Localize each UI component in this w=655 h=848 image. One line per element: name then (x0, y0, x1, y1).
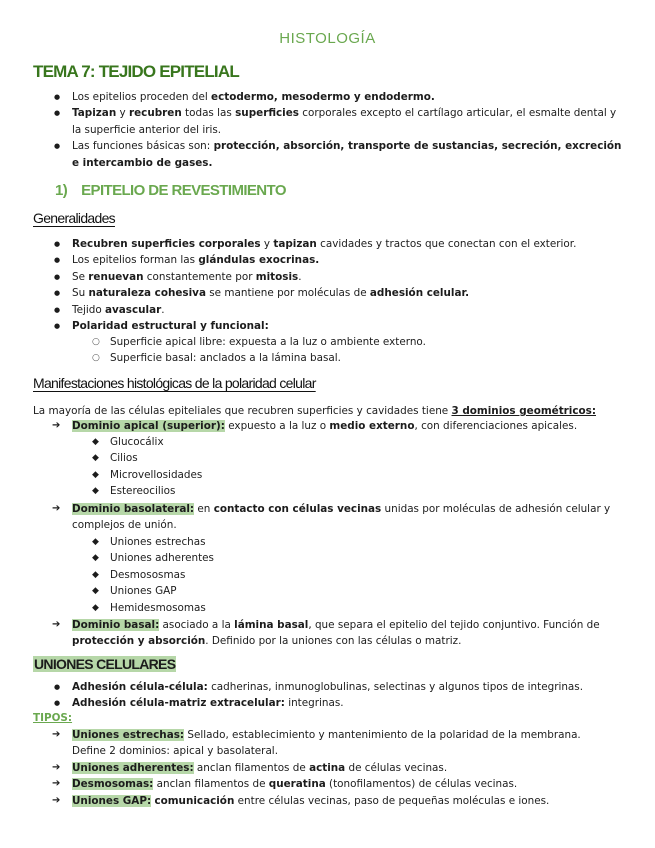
tipo-union (52, 727, 607, 760)
text-run: Superficie apical libre: expuesta a la luz o ambiente externo. (110, 336, 426, 348)
text-run: mitosis (255, 270, 299, 283)
text-run: medio externo (329, 420, 415, 432)
text-run: 3 dominios geométricos: (451, 405, 596, 417)
uniones-heading: UNIONES CELULARES (34, 656, 176, 672)
text-run: anclan filamentos de (193, 761, 310, 774)
text-run: Uniones estrechas: (72, 729, 185, 741)
apical-item: ◆ Estereocilios (90, 483, 390, 499)
text-run: Superficie basal: anclados a la lámina basal. (110, 352, 341, 365)
text-run: corporales excepto el cartílago articular, el esmalte dental y la superficie anterior del iris. (72, 107, 617, 136)
text-run: Dominio basolateral: (72, 503, 195, 515)
tema-bullet (52, 105, 627, 138)
text-run: integrinas. (284, 697, 344, 710)
generalidades-bullet-list (52, 236, 627, 334)
uniones-bullet-list (52, 679, 627, 712)
text-run: Las funciones básicas son: (72, 140, 214, 153)
text-run: Dominio basal: (72, 619, 160, 631)
text-run: superficies (235, 107, 299, 120)
text-run: naturaleza cohesiva (88, 287, 206, 300)
generalidades-bullet (52, 302, 627, 318)
text-run: constantemente por (143, 270, 256, 283)
text-run: se mantiene por moléculas de (205, 287, 370, 300)
text-run: protección, absorción, transporte de sustancias, secreción, excreción e intercambio de gases. (72, 140, 622, 169)
generalidades-bullet (52, 269, 627, 285)
polaridad-sub-bullet (90, 334, 610, 350)
text-run: Dominio apical (superior): (72, 420, 225, 432)
dominio-basolateral (52, 501, 627, 534)
tipos-label: TIPOS: (33, 712, 73, 724)
text-run: La mayoría de las células epiteliales que recubren superficies y cavidades tiene (33, 405, 452, 417)
dominio-basolateral-list (52, 501, 627, 534)
generalidades-bullet (52, 252, 627, 268)
text-run: comunicación (154, 794, 235, 807)
dominio-apical-list (52, 418, 627, 434)
text-run: protección y absorción (72, 635, 206, 648)
text-run: y (260, 238, 274, 250)
tipo-union (52, 793, 607, 809)
polaridad-heading: Manifestaciones histológicas de la polaridad celular (33, 375, 316, 391)
text-run: (tonofilamentos) de células vecinas. (325, 778, 518, 791)
polaridad-intro (33, 403, 623, 419)
tema-bullet-list (52, 89, 627, 171)
text-run: renuevan (88, 270, 144, 283)
dominio-apical (52, 418, 627, 434)
text-run: Uniones GAP: (72, 794, 152, 807)
uniones-bullet (52, 679, 627, 695)
text-run: Uniones adherentes: (72, 761, 194, 774)
tipo-union (52, 776, 607, 792)
text-run: Su (72, 287, 89, 300)
text-run: Adhesión célula-célula: (72, 681, 208, 693)
tipo-union (52, 760, 607, 776)
basolateral-items-list (90, 534, 390, 616)
basolateral-item: ◆ Uniones estrechas (90, 534, 390, 550)
dominio-basal (52, 617, 627, 650)
polaridad-sub-bullet (90, 350, 610, 366)
text-run: Tapizan (72, 107, 117, 120)
text-run: ectodermo, mesodermo y endodermo. (211, 91, 435, 103)
apical-item: ◆ Glucocálix (90, 434, 390, 450)
section-number: 1) (55, 182, 68, 199)
text-run: Polaridad estructural y funcional: (72, 320, 269, 333)
text-run: Tejido (72, 303, 106, 316)
text-run: unidas por moléculas de adhesión celular y complejos de unión. (72, 503, 611, 532)
text-run: expuesto a la luz o (224, 420, 330, 432)
text-run: avascular (105, 303, 162, 316)
text-run: lámina basal (234, 619, 309, 631)
text-run: actina (309, 761, 346, 774)
text-run: . (161, 303, 165, 316)
generalidades-bullet (52, 318, 627, 334)
text-run: , con diferenciaciones apicales. (414, 420, 578, 432)
dominio-basal-list (52, 617, 627, 650)
tipos-list (52, 727, 607, 809)
text-run: Sellado, establecimiento y mantenimiento de la polaridad de la membrana. Define 2 dominios: apical y basolateral. (72, 729, 581, 758)
text-run: . (298, 270, 302, 283)
text-run: Recubren superficies corporales (72, 238, 261, 250)
text-run: adhesión celular. (369, 287, 470, 300)
text-run: queratina (268, 778, 326, 791)
text-run: cadherinas, inmunoglobulinas, selectinas y algunos tipos de integrinas. (207, 681, 584, 693)
basolateral-item: ◆ Hemidesmosomas (90, 600, 390, 616)
text-run: Los epitelios proceden del (72, 91, 212, 103)
apical-item: ◆ Microvellosidades (90, 467, 390, 483)
polaridad-sub-list (90, 334, 610, 367)
text-run: Se (72, 270, 89, 283)
text-run: Los epitelios forman las (72, 254, 199, 267)
text-run: y (116, 107, 129, 120)
text-run: contacto con células vecinas (213, 503, 382, 515)
text-run: recubren (128, 107, 182, 120)
text-run: . Definido por la uniones con las células o matriz. (205, 635, 462, 648)
section-title: EPITELIO DE REVESTIMIENTO (81, 182, 286, 199)
basolateral-item: ◆ Uniones adherentes (90, 550, 390, 566)
text-run: todas las (181, 107, 236, 120)
text-run: de células vecinas. (345, 761, 448, 774)
basolateral-item: ◆ Uniones GAP (90, 583, 390, 599)
text-run: entre células vecinas, paso de pequeñas moléculas e iones. (234, 794, 550, 807)
text-run: Desmosomas: (72, 778, 154, 791)
text-run: , que separa el epitelio del tejido conjuntivo. Función de (308, 619, 600, 631)
generalidades-bullet (52, 236, 627, 252)
apical-item: ◆ Cilios (90, 450, 390, 466)
tema-bullet (52, 89, 627, 105)
tema-bullet (52, 138, 627, 171)
text-run: glándulas exocrinas. (198, 254, 320, 267)
text-run: en (194, 503, 214, 515)
tema-heading: TEMA 7: TEJIDO EPITELIAL (33, 62, 239, 81)
apical-items-list (90, 434, 390, 500)
text-run: Adhesión célula-matriz extracelular: (72, 697, 285, 710)
text-run: tapizan (273, 238, 317, 250)
basolateral-item: ◆ Desmososmas (90, 567, 390, 583)
text-run: asociado a la (159, 619, 235, 631)
uniones-bullet (52, 695, 627, 711)
section-heading (55, 182, 286, 199)
text-run: cavidades y tractos que conectan con el exterior. (316, 238, 577, 250)
generalidades-bullet (52, 285, 627, 301)
text-run: anclan filamentos de (153, 778, 269, 791)
generalidades-heading: Generalidades (33, 210, 115, 226)
document-title: HISTOLOGÍA (279, 30, 376, 47)
